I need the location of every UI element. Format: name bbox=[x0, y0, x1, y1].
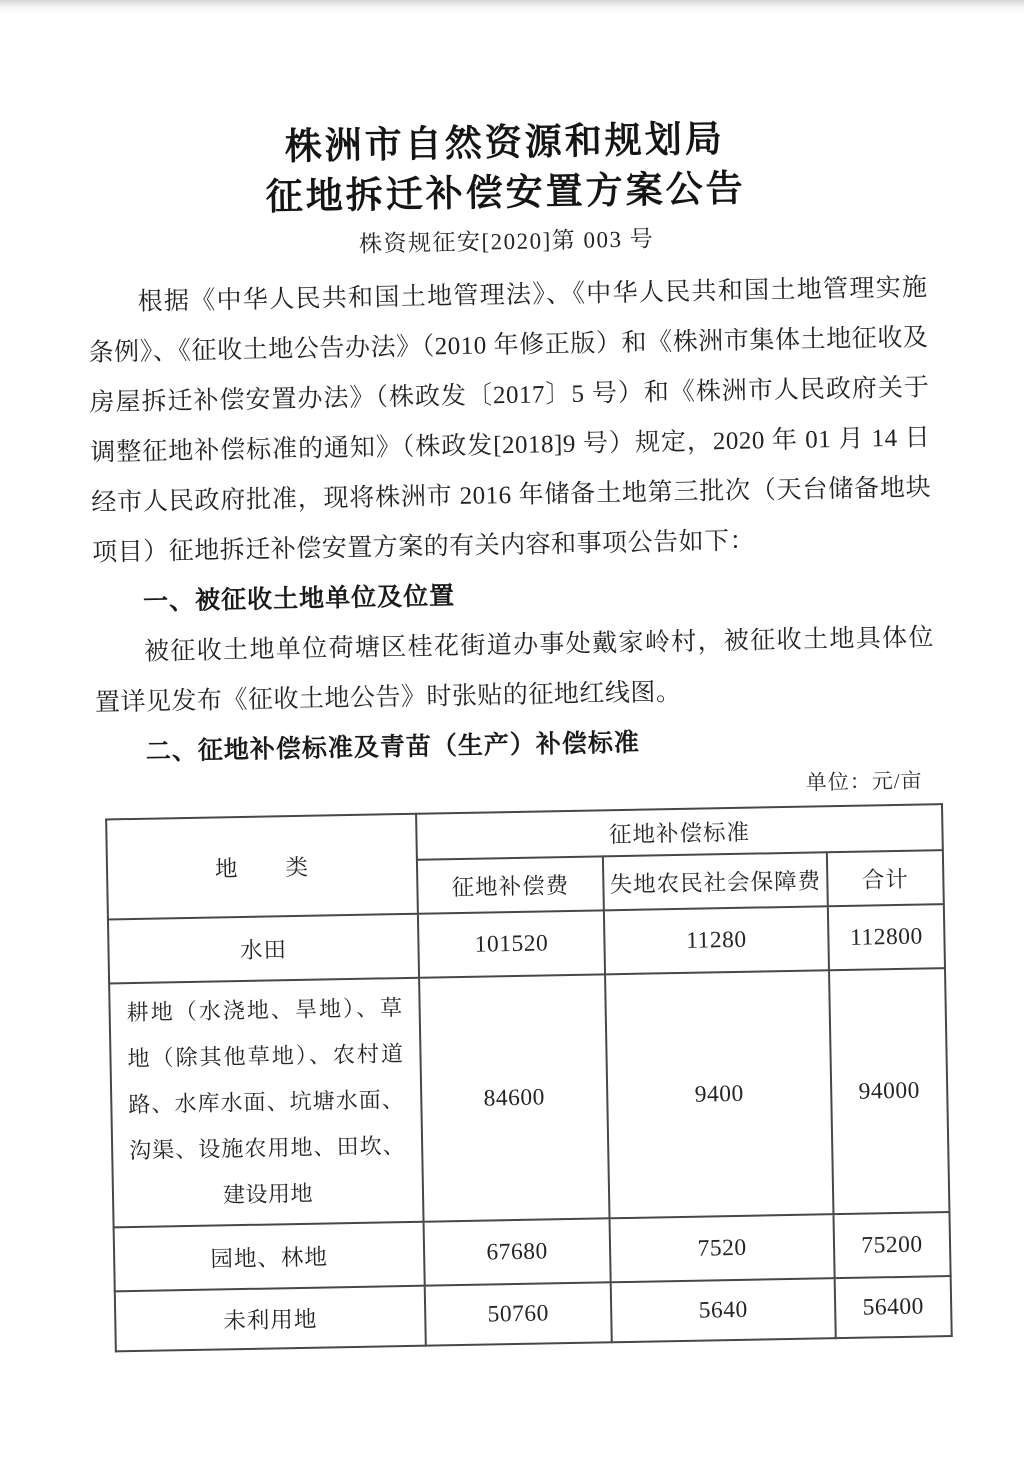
cell-land-type: 园地、林地 bbox=[114, 1222, 425, 1292]
table-unit-note: 单位：元/亩 bbox=[805, 768, 923, 795]
document-content bbox=[84, 110, 946, 1352]
header-total: 合计 bbox=[827, 850, 944, 906]
cell-total: 112800 bbox=[828, 904, 945, 970]
intro-paragraph: 根据《中华人民共和国土地管理法》、《中华人民共和国土地管理实施条例》、《征收土地公告办法》（2010 年修正版）和《株洲市集体土地征收及房屋拆迁补偿安置办法》（株政发〔2017〕5 号）和《株洲市人民政府关于调整征地补偿标准的通知》（株政发[2018]9 号）规定，2020 年 01 月 14 日经市人民政府批准，现将株洲市 2016 年储备土地第三批次（天台储备地块项目）征地拆迁补偿安置方案的有关内容和事项公告如下： bbox=[88, 274, 932, 567]
cell-compensation: 84600 bbox=[419, 974, 609, 1221]
cell-compensation: 50760 bbox=[425, 1282, 612, 1345]
cell-land-type: 耕地（水浇地、旱地）、草地（除其他草地）、农村道路、水库水面、坑塘水面、沟渠、设施农用地、田坎、建设用地 bbox=[109, 978, 423, 1228]
document-number: 株资规征安[2020]第 003 号 bbox=[358, 226, 655, 257]
cell-social-security: 7520 bbox=[610, 1214, 835, 1282]
cell-land-type: 水田 bbox=[108, 914, 419, 984]
cell-total: 94000 bbox=[829, 968, 949, 1214]
section1-body: 被征收土地单位荷塘区桂花街道办事处戴家岭村，被征收土地具体位置详见发布《征收土地公告》时张贴的征地红线图。 bbox=[94, 624, 935, 717]
cell-social-security: 11280 bbox=[604, 906, 829, 974]
cell-total: 56400 bbox=[835, 1276, 952, 1338]
table-row bbox=[109, 968, 949, 1227]
section1-heading: 一、被征收土地单位及位置 bbox=[142, 583, 456, 616]
header-compensation-fee: 征地补偿费 bbox=[417, 856, 604, 913]
cell-compensation: 67680 bbox=[424, 1218, 611, 1285]
header-land-type: 地 类 bbox=[106, 814, 418, 920]
compensation-table bbox=[105, 803, 953, 1352]
cell-total: 75200 bbox=[833, 1212, 950, 1278]
document-title-line1: 株洲市自然资源和规划局 bbox=[284, 118, 726, 168]
document-title-line2: 征地拆迁补偿安置方案公告 bbox=[265, 167, 747, 218]
cell-compensation: 101520 bbox=[418, 910, 605, 977]
section2-heading: 二、征地补偿标准及青苗（生产）补偿标准 bbox=[145, 729, 641, 766]
cell-social-security: 5640 bbox=[611, 1278, 836, 1342]
header-compensation-standard-group: 征地补偿标准 bbox=[416, 804, 943, 860]
header-social-security-fee: 失地农民社会保障费 bbox=[603, 852, 828, 910]
cell-land-type: 未利用地 bbox=[115, 1286, 426, 1352]
cell-social-security: 9400 bbox=[605, 970, 833, 1218]
